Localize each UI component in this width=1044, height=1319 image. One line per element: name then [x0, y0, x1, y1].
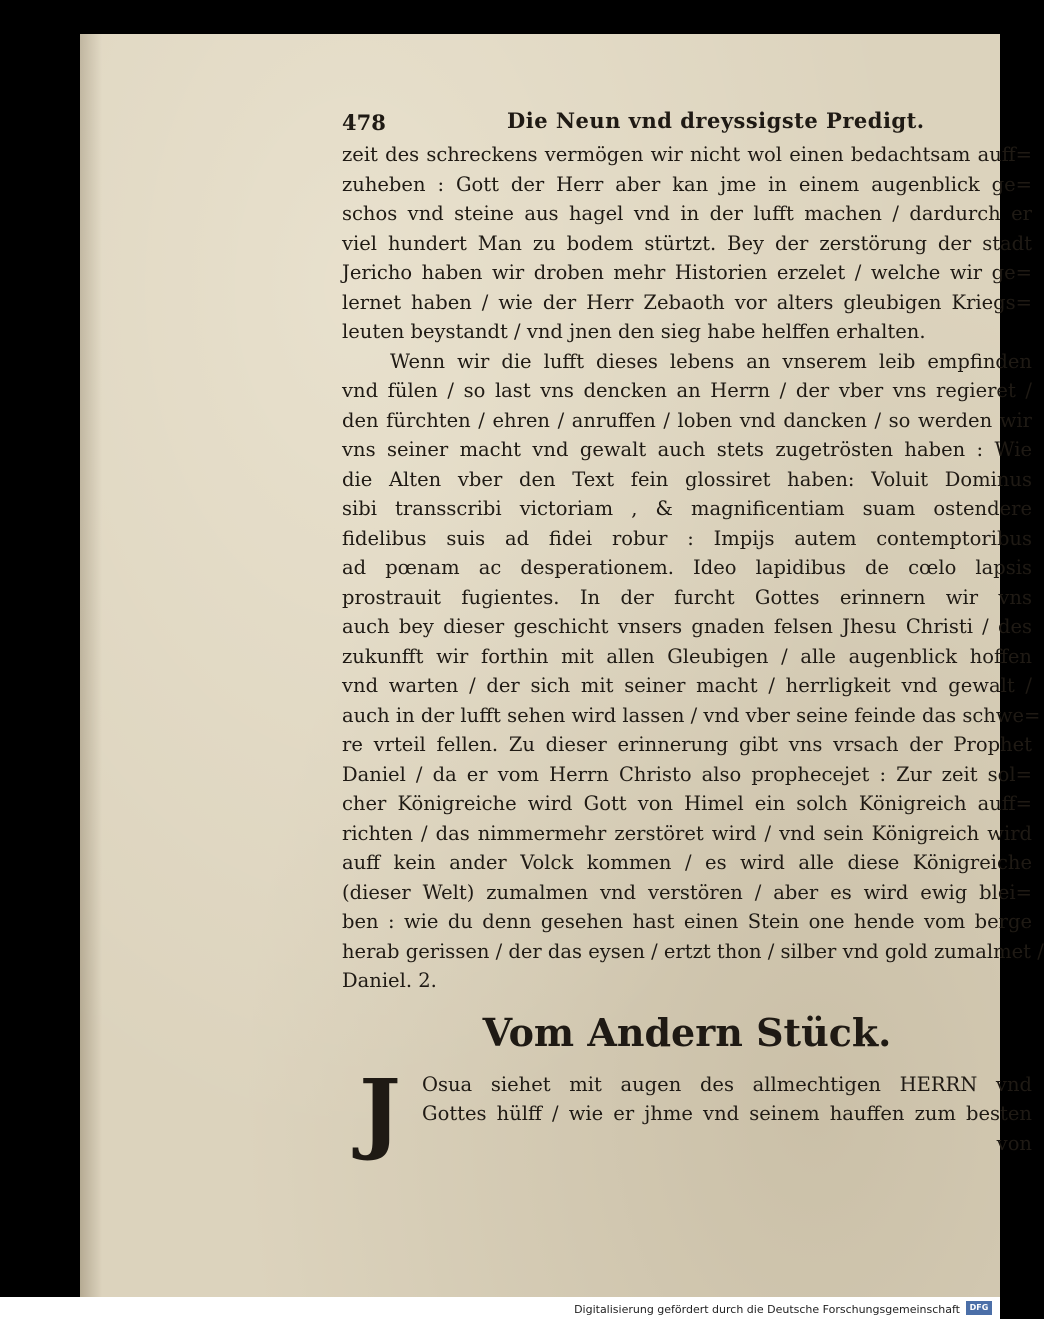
text-line: vnd fülen / so last vns dencken an Herrn / der vber vns regieret /	[342, 379, 1032, 402]
text-line: zeit des schreckens vermögen wir nicht wol einen bedachtsam auff=	[342, 143, 1032, 166]
text-line: zuheben : Gott der Herr aber kan jme in einem augenblick ge=	[342, 172, 1032, 196]
decorated-initial: J	[359, 1058, 401, 1163]
text-line: auch bey dieser geschicht vnsers gnaden felsen Jhesu Christi / des	[342, 615, 1032, 638]
text-line: prostrauit fugientes. In der furcht Gottes erinnern wir vns	[342, 585, 1032, 609]
text-line: herab gerissen / der das eysen / ertzt thon / silber vnd gold zumalmet /	[342, 939, 1044, 963]
text-line: viel hundert Man zu bodem stürtzt. Bey der zerstörung der stadt	[342, 231, 1032, 255]
running-title: Die Neun vnd dreyssigste Predigt.	[507, 108, 925, 133]
section-opening	[342, 1058, 1032, 1163]
book-page	[80, 34, 1044, 1297]
body-paragraphs	[342, 140, 1044, 996]
text-line: richten / das nimmermehr zerstöret wird / vnd sein Königreich wird	[342, 821, 1032, 845]
text-line: Gottes hülff / wie er jhme vnd seinem hauffen zum besten	[422, 1102, 1032, 1125]
text-line: vnd warten / der sich mit seiner macht / herrligkeit vnd gewalt /	[342, 674, 1032, 697]
digitization-footer	[0, 1297, 1000, 1319]
text-line: sibi transscribi victoriam , & magnificentiam suam ostendere	[342, 497, 1032, 520]
funding-credit: Digitalisierung gefördert durch die Deutsche Forschungsgemeinschaft	[574, 1303, 960, 1316]
text-line: (dieser Welt) zumalmen vnd verstören / aber es wird ewig blei=	[342, 880, 1032, 904]
section-heading: Vom Andern Stück.	[482, 1009, 892, 1055]
text-line: Osua siehet mit augen des allmechtigen HERRN vnd	[422, 1072, 1032, 1096]
text-line: auch in der lufft sehen wird lassen / vnd vber seine feinde das schwe=	[342, 703, 1041, 727]
page-number: 478	[342, 110, 386, 135]
text-line: ben : wie du denn gesehen hast einen Stein one hende vom berge	[342, 910, 1032, 933]
text-line: die Alten vber den Text fein glossiret haben: Voluit Dominus	[342, 467, 1032, 491]
dfg-logo: DFG	[966, 1301, 992, 1315]
text-line: re vrteil fellen. Zu dieser erinnerung gibt vns vrsach der Prophet	[342, 733, 1032, 756]
catchword: von	[996, 1131, 1032, 1155]
text-line: cher Königreiche wird Gott von Himel ein solch Königreich auff=	[342, 792, 1032, 815]
text-line: zukunfft wir forthin mit allen Gleubigen / alle augenblick hoffen	[342, 644, 1032, 668]
text-line: Wenn wir die lufft dieses lebens an vnserem leib empfinden	[390, 349, 1032, 373]
text-line: auff kein ander Volck kommen / es wird alle diese Königreiche	[342, 851, 1032, 874]
text-line: schos vnd steine aus hagel vnd in der lufft machen / dardurch er	[342, 202, 1032, 225]
text-line: Daniel / da er vom Herrn Christo also prophecejet : Zur zeit sol=	[342, 762, 1032, 786]
text-line: ad pœnam ac desperationem. Ideo lapidibus de cœlo lapsis	[342, 556, 1032, 579]
text-line: Jericho haben wir droben mehr Historien erzelet / welche wir ge=	[342, 261, 1032, 284]
page-header	[342, 104, 1032, 140]
text-line: leuten beystandt / vnd jnen den sieg habe helffen erhalten.	[342, 320, 926, 343]
text-line: lernet haben / wie der Herr Zebaoth vor alters gleubigen Kriegs=	[342, 290, 1032, 314]
text-line: fidelibus suis ad fidei robur : Impijs autem contemptoribus	[342, 526, 1032, 550]
page-text-block	[342, 104, 1044, 1163]
text-line: Daniel. 2.	[342, 969, 437, 992]
text-line: den fürchten / ehren / anruffen / loben vnd dancken / so werden wir	[342, 408, 1032, 432]
text-line: vns seiner macht vnd gewalt auch stets zugetrösten haben : Wie	[342, 438, 1032, 461]
